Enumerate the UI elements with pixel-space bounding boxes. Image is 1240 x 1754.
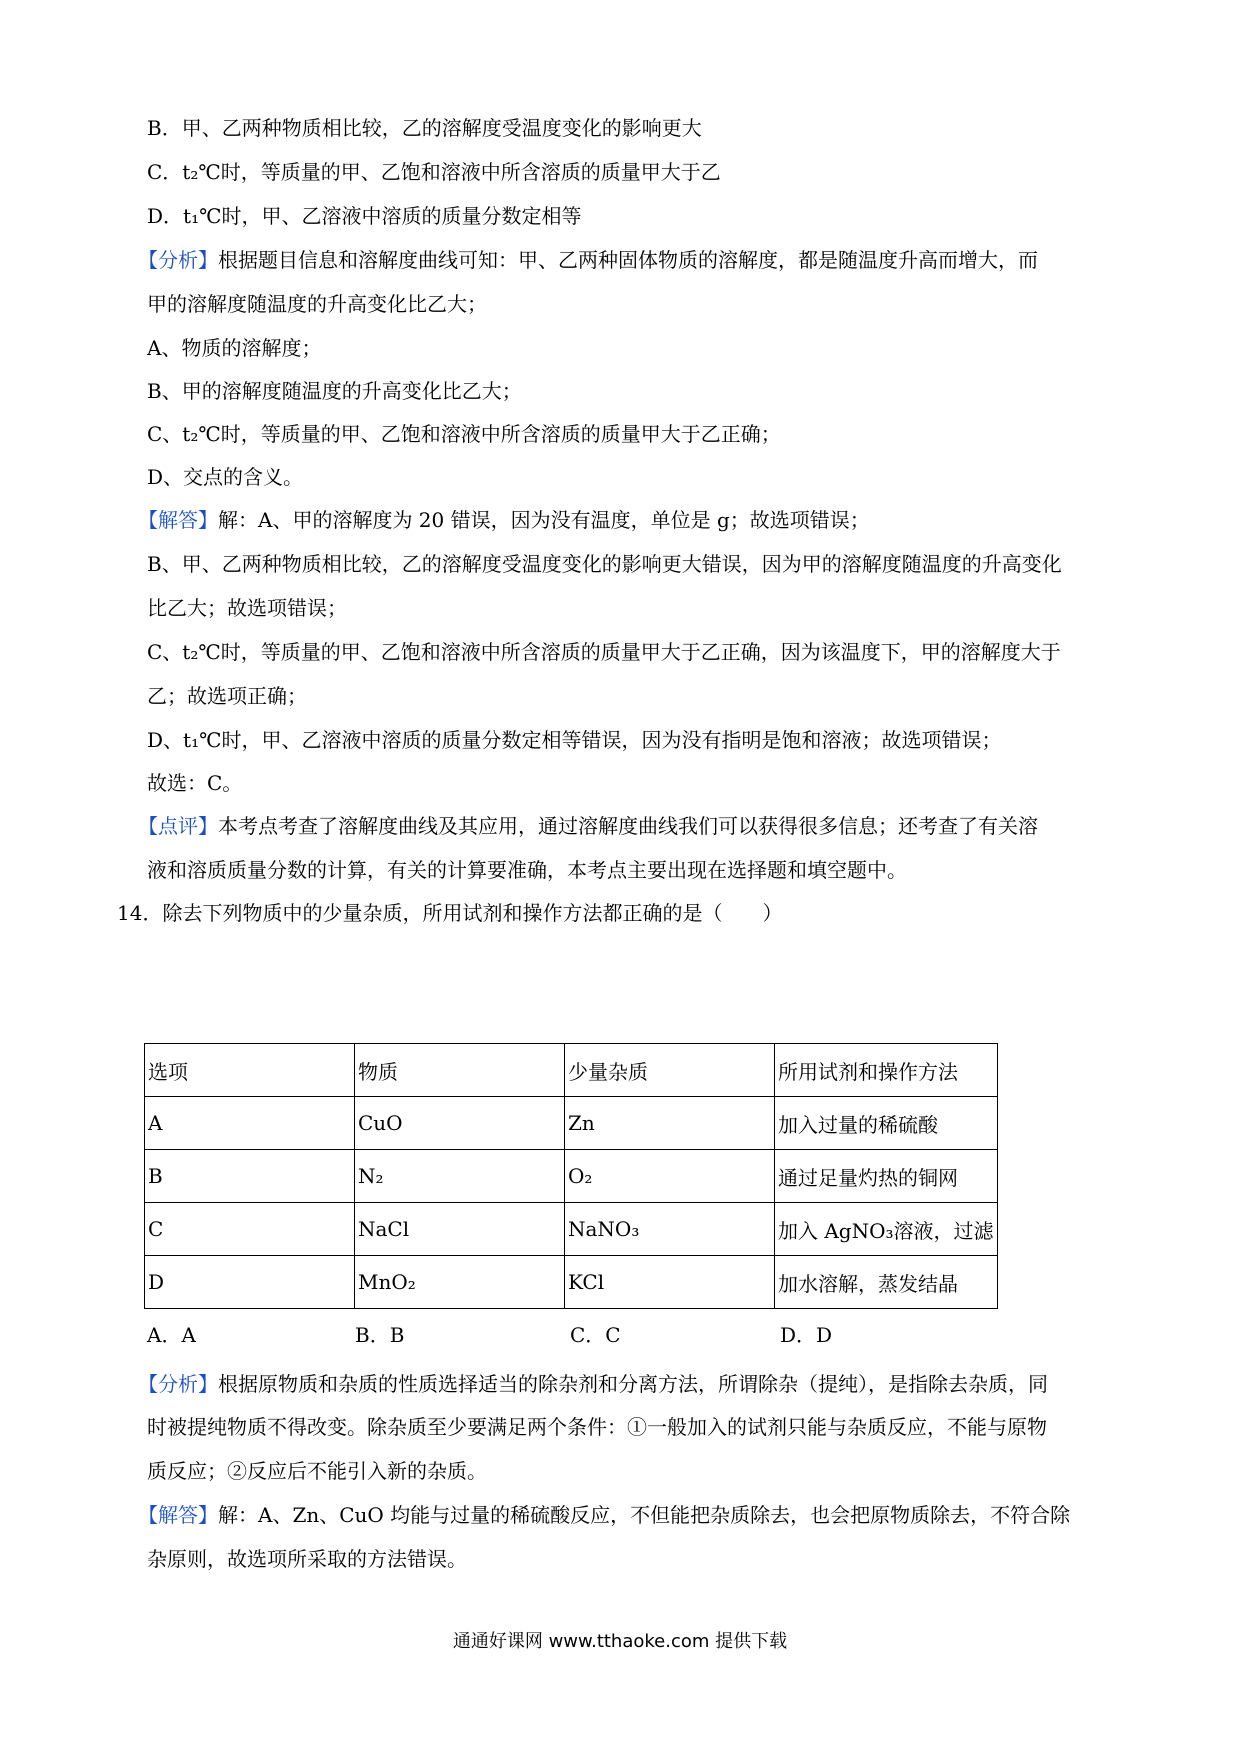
q13-answer-b: B、甲、乙两种物质相比较，乙的溶解度受温度变化的影响更大错误，因为甲的溶解度随温度的升高变化	[147, 552, 1062, 576]
q13-analysis: 【分析】根据题目信息和溶解度曲线可知：甲、乙两种固体物质的溶解度，都是随温度升高而增大，而	[138, 248, 1038, 272]
table-cell: KCl	[565, 1256, 775, 1309]
table-cell: CuO	[355, 1097, 565, 1150]
q14-analysis-cont2: 质反应；②反应后不能引入新的杂质。	[147, 1459, 487, 1483]
table-cell: Zn	[565, 1097, 775, 1150]
options-table	[144, 1043, 998, 1309]
answer-tag: 【解答】	[138, 1503, 218, 1527]
table-cell: D	[145, 1256, 355, 1309]
choice-b: B．B	[355, 1323, 405, 1347]
q13-answer-b-cont: 比乙大；故选项错误；	[147, 596, 347, 620]
table-header-cell: 少量杂质	[565, 1044, 775, 1097]
table-row	[145, 1203, 998, 1256]
q13-answer-c-cont: 乙；故选项正确；	[147, 684, 307, 708]
q13-analysis-b: B、甲的溶解度随温度的升高变化比乙大；	[147, 379, 522, 403]
q13-answer: 【解答】解：A、甲的溶解度为 20 错误，因为没有温度，单位是 g；故选项错误；	[138, 508, 870, 532]
q13-analysis-a: A、物质的溶解度；	[147, 336, 322, 360]
table-row	[145, 1150, 998, 1203]
table-cell: A	[145, 1097, 355, 1150]
table-cell: 加入 AgNO₃溶液，过滤	[775, 1203, 998, 1256]
q14-analysis: 【分析】根据原物质和杂质的性质选择适当的除杂剂和分离方法，所谓除杂（提纯），是指除去杂质，同	[138, 1372, 1048, 1396]
table-cell: 加入过量的稀硫酸	[775, 1097, 998, 1150]
q13-comment-cont: 液和溶质质量分数的计算，有关的计算要准确，本考点主要出现在选择题和填空题中。	[147, 858, 907, 882]
q13-option-c: C．t₂℃时，等质量的甲、乙饱和溶液中所含溶质的质量甲大于乙	[147, 160, 721, 184]
q13-answer-c: C、t₂℃时，等质量的甲、乙饱和溶液中所含溶质的质量甲大于乙正确，因为该温度下，甲的溶解度大于	[147, 640, 1061, 664]
q14-answer: 【解答】解：A、Zn、CuO 均能与过量的稀硫酸反应，不但能把杂质除去，也会把原物质除去，不符合除	[138, 1503, 1071, 1527]
table-row	[145, 1256, 998, 1309]
q13-analysis-d: D、交点的含义。	[147, 465, 304, 489]
q14-answer-cont: 杂原则，故选项所采取的方法错误。	[147, 1547, 467, 1571]
q14-stem: 14．除去下列物质中的少量杂质，所用试剂和操作方法都正确的是（ ）	[117, 901, 783, 925]
table-cell: C	[145, 1203, 355, 1256]
table-cell: 通过足量灼热的铜网	[775, 1150, 998, 1203]
table-cell: NaNO₃	[565, 1203, 775, 1256]
table-cell: 加水溶解，蒸发结晶	[775, 1256, 998, 1309]
comment-tag: 【点评】	[138, 814, 218, 838]
table-cell: O₂	[565, 1150, 775, 1203]
q13-final-answer: 故选：C。	[147, 771, 243, 795]
q13-analysis-cont: 甲的溶解度随温度的升高变化比乙大；	[147, 292, 487, 316]
table-header-cell: 所用试剂和操作方法	[775, 1044, 998, 1097]
analysis-tag: 【分析】	[138, 1372, 218, 1396]
table-cell: B	[145, 1150, 355, 1203]
table-header-row	[145, 1044, 998, 1097]
choice-c: C．C	[570, 1323, 621, 1347]
choice-d: D．D	[780, 1323, 833, 1347]
answer-tag: 【解答】	[138, 508, 218, 532]
q13-option-d: D．t₁℃时，甲、乙溶液中溶质的质量分数定相等	[147, 204, 582, 228]
table-cell: MnO₂	[355, 1256, 565, 1309]
q13-comment: 【点评】本考点考查了溶解度曲线及其应用，通过溶解度曲线我们可以获得很多信息；还考查了有关溶	[138, 814, 1038, 838]
page-footer: 通通好课网 www.tthaoke.com 提供下载	[452, 1631, 788, 1652]
table-cell: NaCl	[355, 1203, 565, 1256]
table-header-cell: 选项	[145, 1044, 355, 1097]
q14-analysis-cont: 时被提纯物质不得改变。除杂质至少要满足两个条件：①一般加入的试剂只能与杂质反应，不能与原物	[147, 1415, 1047, 1439]
q13-analysis-c: C、t₂℃时，等质量的甲、乙饱和溶液中所含溶质的质量甲大于乙正确；	[147, 422, 781, 446]
q13-answer-d: D、t₁℃时，甲、乙溶液中溶质的质量分数定相等错误，因为没有指明是饱和溶液；故选项错误；	[147, 728, 1002, 752]
table-header-cell: 物质	[355, 1044, 565, 1097]
choice-a: A．A	[147, 1323, 196, 1347]
table-row	[145, 1097, 998, 1150]
q13-option-b: B．甲、乙两种物质相比较，乙的溶解度受温度变化的影响更大	[147, 116, 702, 140]
table-cell: N₂	[355, 1150, 565, 1203]
analysis-tag: 【分析】	[138, 248, 218, 272]
